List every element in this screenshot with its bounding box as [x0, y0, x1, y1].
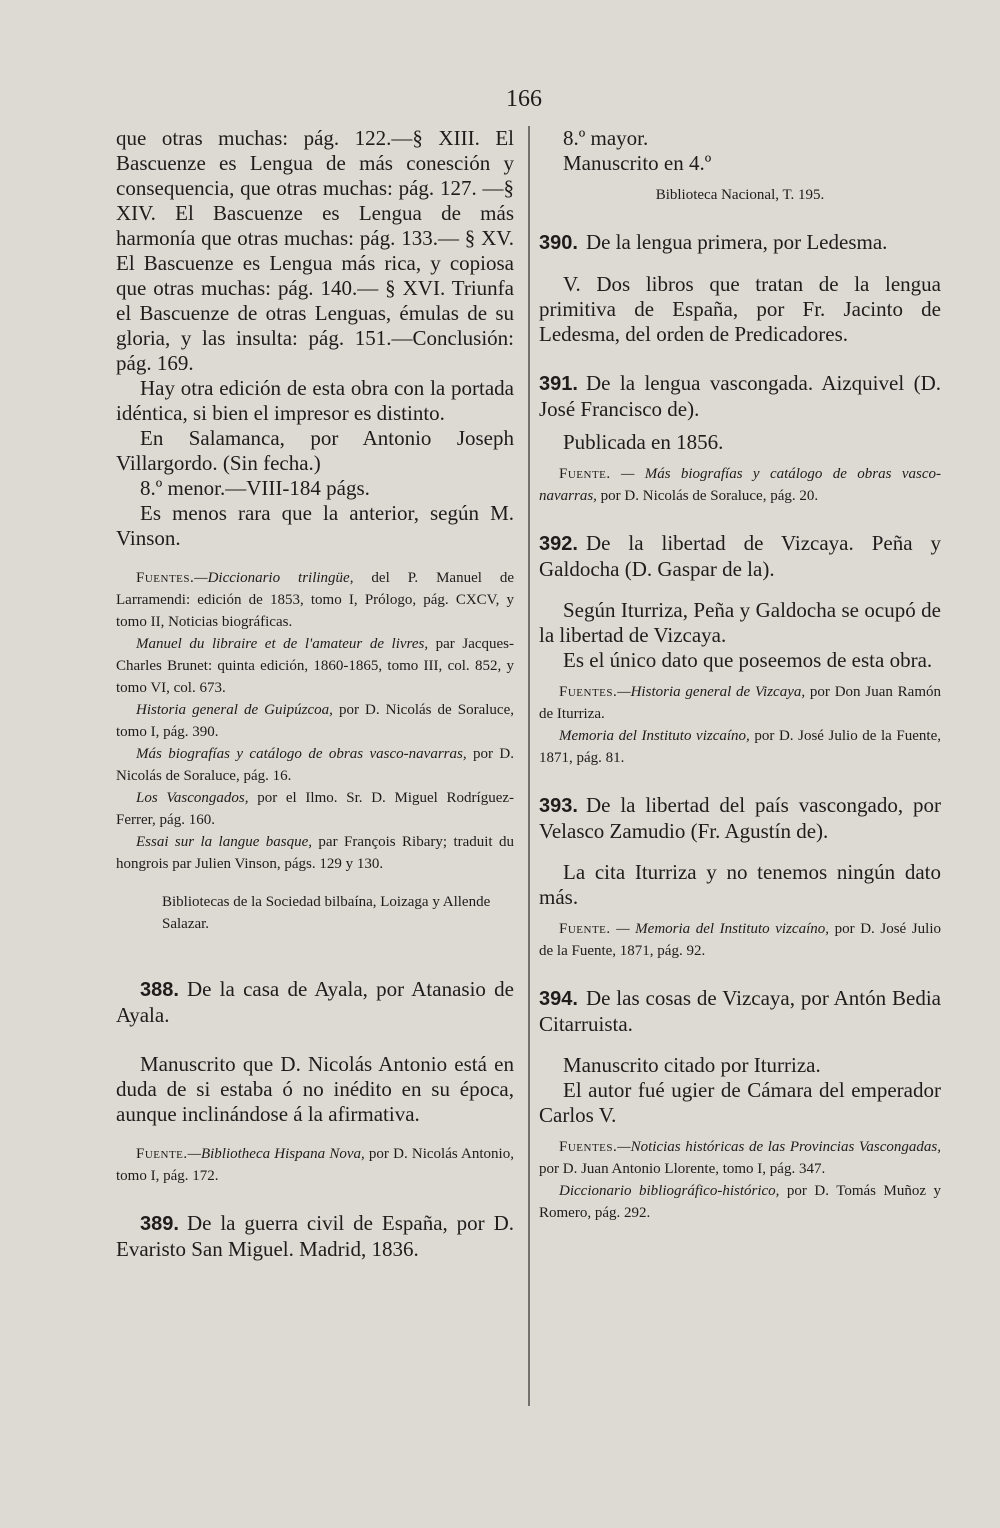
page-number: 166: [506, 86, 542, 112]
source-entry: [539, 1136, 941, 1180]
source-detail: por D. José Julio de la Fuente, 1871, pág. 92.: [539, 921, 941, 959]
source-entry: [116, 1143, 514, 1187]
entry-text: Es el único dato que poseemos de esta obra.: [563, 648, 933, 672]
source-entry: [116, 831, 514, 875]
fuente-label: Fuente.: [559, 921, 611, 937]
source-detail: por D. Nicolás Antonio, tomo I, pág. 172.: [116, 1146, 514, 1184]
source-detail: del P. Manuel de Larramendi: edición de 1853, tomo I, Prólogo, pág. CXCV, y tomo II, Noticias biográficas.: [116, 570, 515, 630]
entry-heading-390: [539, 230, 941, 256]
source-detail: por el Ilmo. Sr. D. Miguel Rodríguez-Ferrer, pág. 160.: [116, 790, 514, 828]
entry-heading-388: [116, 977, 514, 1028]
source-entry: [539, 918, 941, 962]
manuscript-note: Manuscrito en 4.º: [563, 151, 712, 175]
source-detail: par François Ribary; traduit du hongrois par Julien Vinson, págs. 129 y 130.: [116, 834, 514, 872]
right-column: [539, 126, 941, 1224]
imprint-note: En Salamanca, por Antonio Joseph Villargordo. (Sin fecha.): [116, 426, 514, 475]
entry-title: De la libertad de Vizcaya. Peña y Galdocha (D. Gaspar de la).: [539, 531, 941, 581]
source-title: Essai sur la langue basque,: [136, 834, 313, 850]
source-detail: por Don Juan Ramón de Iturriza.: [539, 684, 941, 722]
contents-continuation: que otras muchas: pág. 122.—§ XIII. El Bascuenze es Lengua de más conesción y consequencia, que otras muchas: pág. 127. —§ XIV. El Bascuenze es Lengua de más harmonía que otras muchas: pág. 133.— § XV. El Bascuenze es Lengua más rica, y copiosa que otras muchas: pág. 140.— § XVI. Triunfa el Bascuenze de otras Lenguas, émulas de su gloria, y las insulta: pág. 151.—Conclusión: pág. 169.: [116, 126, 514, 375]
entry-text: El autor fué ugier de Cámara del emperador Carlos V.: [539, 1078, 941, 1127]
column-divider: [528, 126, 530, 1406]
entry-number: 389.: [140, 1213, 179, 1235]
source-title: — Memoria del Instituto vizcaíno,: [610, 921, 830, 937]
entry-number: 393.: [539, 795, 578, 817]
source-entry: [539, 681, 941, 725]
fuentes-label: Fuentes.: [136, 570, 195, 586]
entry-number: 390.: [539, 232, 578, 254]
entry-title: De las cosas de Vizcaya, por Antón Bedia Citarruista.: [539, 986, 941, 1036]
source-title: —Diccionario trilingüe,: [194, 570, 354, 586]
edition-note: Hay otra edición de esta obra con la portada idéntica, si bien el impresor es distinto.: [116, 376, 514, 425]
source-title: —Noticias históricas de las Provincias Vascongadas,: [617, 1139, 941, 1155]
source-entry: [539, 725, 941, 769]
source-title: Memoria del Instituto vizcaíno,: [559, 728, 750, 744]
entry-heading-393: [539, 793, 941, 844]
source-entry: [116, 633, 514, 699]
entry-number: 394.: [539, 988, 578, 1010]
entry-title: De la lengua primera, por Ledesma.: [585, 230, 888, 254]
source-title: Historia general de Guipúzcoa,: [136, 702, 333, 718]
entry-text: La cita Iturriza y no tenemos ningún dato más.: [539, 860, 941, 909]
library-holdings: Biblioteca Nacional, T. 195.: [655, 187, 825, 203]
rarity-note: Es menos rara que la anterior, según M. Vinson.: [116, 501, 514, 550]
source-entry: [539, 463, 941, 507]
source-detail: por D. Tomás Muñoz y Romero, pág. 292.: [539, 1183, 941, 1221]
fuente-label: Fuente.: [559, 466, 611, 482]
fuente-label: Fuente.: [136, 1146, 188, 1162]
source-entry: [116, 743, 514, 787]
source-detail: por D. Nicolás de Soraluce, pág. 16.: [116, 746, 515, 784]
format-note: 8.º mayor.: [563, 126, 649, 150]
source-entry: [116, 567, 514, 633]
entry-title: De la libertad del país vascongado, por Velasco Zamudio (Fr. Agustín de).: [539, 793, 941, 843]
source-detail: por D. José Julio de la Fuente, 1871, pág. 81.: [539, 728, 941, 766]
entry-text: Publicada en 1856.: [563, 430, 724, 454]
entry-title: De la guerra civil de España, por D. Evaristo San Miguel. Madrid, 1836.: [116, 1211, 514, 1261]
entry-number: 392.: [539, 533, 578, 555]
fuentes-label: Fuentes.: [559, 1139, 618, 1155]
source-title: — Más biografías y catálogo de obras vasco-navarras,: [539, 466, 941, 504]
source-title: Diccionario bibliográfico-histórico,: [559, 1183, 780, 1199]
source-title: Más biografías y catálogo de obras vasco-navarras,: [136, 746, 467, 762]
source-entry: [539, 1180, 941, 1224]
entry-heading-391: [539, 371, 941, 422]
source-entry: [116, 787, 514, 831]
entry-text: Manuscrito citado por Iturriza.: [563, 1053, 821, 1077]
entry-heading-394: [539, 986, 941, 1037]
entry-title: De la casa de Ayala, por Atanasio de Ayala.: [116, 977, 514, 1027]
entry-number: 391.: [539, 373, 578, 395]
entry-title: De la lengua vascongada. Aizquivel (D. José Francisco de).: [539, 371, 941, 421]
source-title: —Historia general de Vizcaya,: [617, 684, 806, 700]
entry-text: Según Iturriza, Peña y Galdocha se ocupó de la libertad de Vizcaya.: [539, 598, 941, 647]
format-note: 8.º menor.—VIII-184 págs.: [140, 476, 370, 500]
entry-number: 388.: [140, 979, 179, 1001]
fuentes-label: Fuentes.: [559, 684, 618, 700]
entry-heading-392: [539, 531, 941, 582]
entry-text: Manuscrito que D. Nicolás Antonio está en duda de si estaba ó no inédito en su época, aunque inclinándose á la afirmativa.: [116, 1052, 514, 1126]
library-holdings: Bibliotecas de la Sociedad bilbaína, Loizaga y Allende Salazar.: [162, 894, 491, 932]
source-title: Los Vascongados,: [136, 790, 249, 806]
source-title: Manuel du libraire et de l'amateur de livres,: [136, 636, 429, 652]
left-column: [116, 126, 514, 1262]
source-detail: por D. Juan Antonio Llorente, tomo I, pág. 347.: [539, 1161, 826, 1177]
source-title: —Bibliotheca Hispana Nova,: [187, 1146, 365, 1162]
source-detail: por D. Nicolás de Soraluce, tomo I, pág. 390.: [116, 702, 514, 740]
source-entry: [116, 699, 514, 743]
source-detail: par Jacques-Charles Brunet: quinta edición, 1860-1865, tomo III, col. 852, y tomo VI, col. 673.: [116, 636, 514, 696]
entry-heading-389: [116, 1211, 514, 1262]
entry-text: V. Dos libros que tratan de la lengua primitiva de España, por Fr. Jacinto de Ledesma, del orden de Predicadores.: [539, 272, 941, 346]
source-detail: por D. Nicolás de Soraluce, pág. 20.: [596, 488, 819, 504]
